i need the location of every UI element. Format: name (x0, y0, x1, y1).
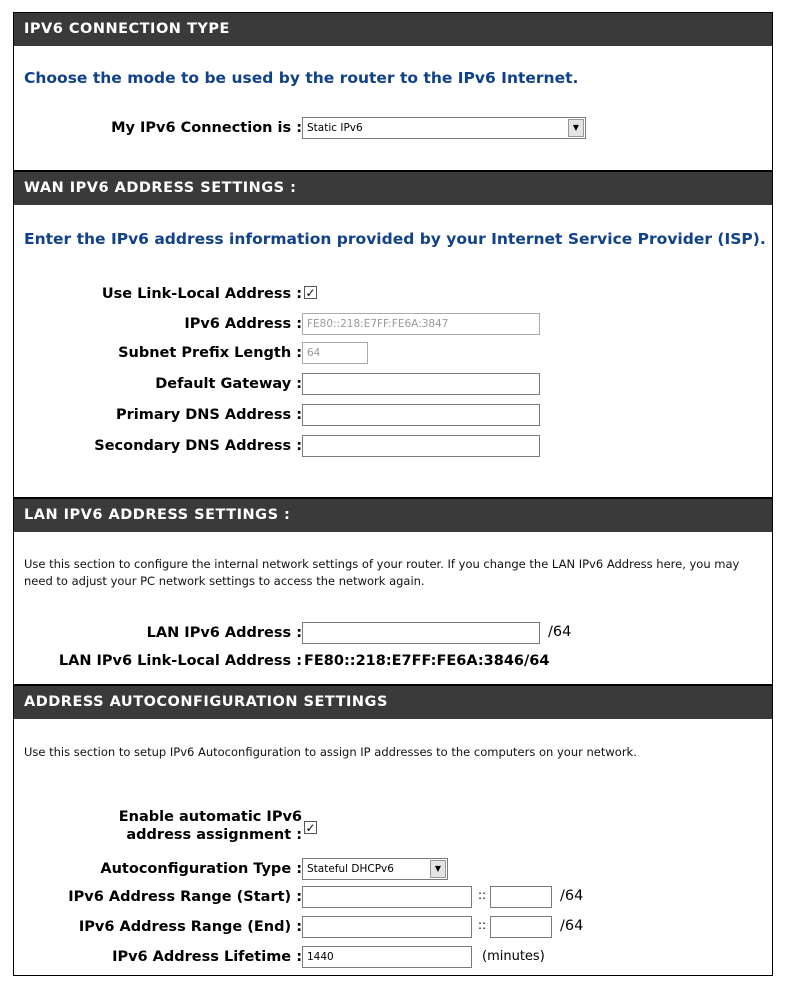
range-end-label: IPv6 Address Range (End) : (78, 919, 302, 935)
lifetime-unit: (minutes) (482, 949, 545, 964)
lan-link-local-value: FE80::218:E7FF:FE6A:3846/64 (304, 653, 550, 669)
section-header: LAN IPV6 ADDRESS SETTINGS : (14, 499, 772, 532)
range-start-prefix-input[interactable] (302, 886, 472, 908)
lifetime-input[interactable] (302, 946, 472, 968)
checkmark-icon: ✓ (305, 821, 316, 835)
range-suffix: /64 (560, 918, 584, 934)
checkmark-icon: ✓ (305, 286, 316, 300)
range-suffix: /64 (560, 888, 584, 904)
subnet-prefix-input[interactable] (302, 342, 368, 364)
lan-ipv6-address-row (14, 622, 772, 648)
lifetime-label: IPv6 Address Lifetime : (112, 949, 302, 965)
enable-autoconfig-row (14, 806, 772, 846)
use-link-local-row (14, 283, 772, 309)
range-end-row (14, 916, 772, 942)
range-start-suffix-input[interactable] (490, 886, 552, 908)
section-header: ADDRESS AUTOCONFIGURATION SETTINGS (14, 686, 772, 719)
enable-autoconfig-checkbox[interactable] (304, 821, 317, 834)
select-value: Static IPv6 (307, 122, 363, 134)
prefix-suffix: /64 (548, 624, 572, 640)
autoconfig-type-select[interactable] (302, 858, 448, 880)
lan-ipv6-address-input[interactable] (302, 622, 540, 644)
wan-ipv6-address-input[interactable] (302, 313, 540, 335)
lifetime-row (14, 946, 772, 972)
range-separator: :: (478, 888, 487, 902)
section-intro: Use this section to setup IPv6 Autoconfiguration to assign IP addresses to the computers on your network. (24, 745, 637, 759)
range-start-label: IPv6 Address Range (Start) : (68, 889, 302, 905)
connection-type-select[interactable] (302, 117, 586, 139)
wan-ipv6-address-label: IPv6 Address : (184, 316, 302, 332)
autoconfig-type-label: Autoconfiguration Type : (100, 861, 302, 877)
wan-ipv6-address-row (14, 313, 772, 339)
secondary-dns-label: Secondary DNS Address : (94, 438, 302, 454)
secondary-dns-row (14, 435, 772, 461)
label-line: address assignment : (126, 827, 302, 843)
select-value: Stateful DHCPv6 (307, 863, 394, 875)
range-end-prefix-input[interactable] (302, 916, 472, 938)
autoconfig-type-row (14, 858, 772, 884)
section-header: IPV6 CONNECTION TYPE (14, 13, 772, 46)
default-gateway-label: Default Gateway : (155, 376, 302, 392)
default-gateway-input[interactable] (302, 373, 540, 395)
section-intro: Use this section to configure the internal network settings of your router. If you change the LAN IPv6 Address here, you may need to adjust your PC network settings to access the network again. (24, 557, 740, 588)
lan-ipv6-address-label: LAN IPv6 Address : (146, 625, 302, 641)
connection-type-label: My IPv6 Connection is : (111, 120, 302, 136)
primary-dns-row (14, 404, 772, 430)
section-autoconfig (14, 684, 772, 976)
chevron-down-icon[interactable]: ▼ (430, 860, 446, 878)
range-end-suffix-input[interactable] (490, 916, 552, 938)
primary-dns-input[interactable] (302, 404, 540, 426)
lan-link-local-label: LAN IPv6 Link-Local Address : (58, 653, 302, 669)
label-line: Enable automatic IPv6 (118, 809, 302, 825)
subnet-prefix-row (14, 342, 772, 368)
chevron-down-icon[interactable]: ▼ (568, 119, 584, 137)
lan-link-local-row (14, 650, 772, 676)
section-wan (14, 170, 772, 497)
settings-frame (13, 12, 773, 976)
section-lan (14, 497, 772, 684)
secondary-dns-input[interactable] (302, 435, 540, 457)
use-link-local-checkbox[interactable] (304, 286, 317, 299)
range-separator: :: (478, 918, 487, 932)
primary-dns-label: Primary DNS Address : (115, 407, 302, 423)
section-intro: Choose the mode to be used by the router to the IPv6 Internet. (24, 69, 579, 87)
connection-type-row (14, 117, 772, 143)
section-intro: Enter the IPv6 address information provided by your Internet Service Provider (ISP). (24, 230, 766, 248)
use-link-local-label: Use Link-Local Address : (101, 286, 302, 302)
default-gateway-row (14, 373, 772, 399)
enable-autoconfig-label (119, 808, 302, 844)
section-header: WAN IPV6 ADDRESS SETTINGS : (14, 172, 772, 205)
range-start-row (14, 886, 772, 912)
section-connection-type (14, 13, 772, 161)
subnet-prefix-label: Subnet Prefix Length : (118, 345, 302, 361)
